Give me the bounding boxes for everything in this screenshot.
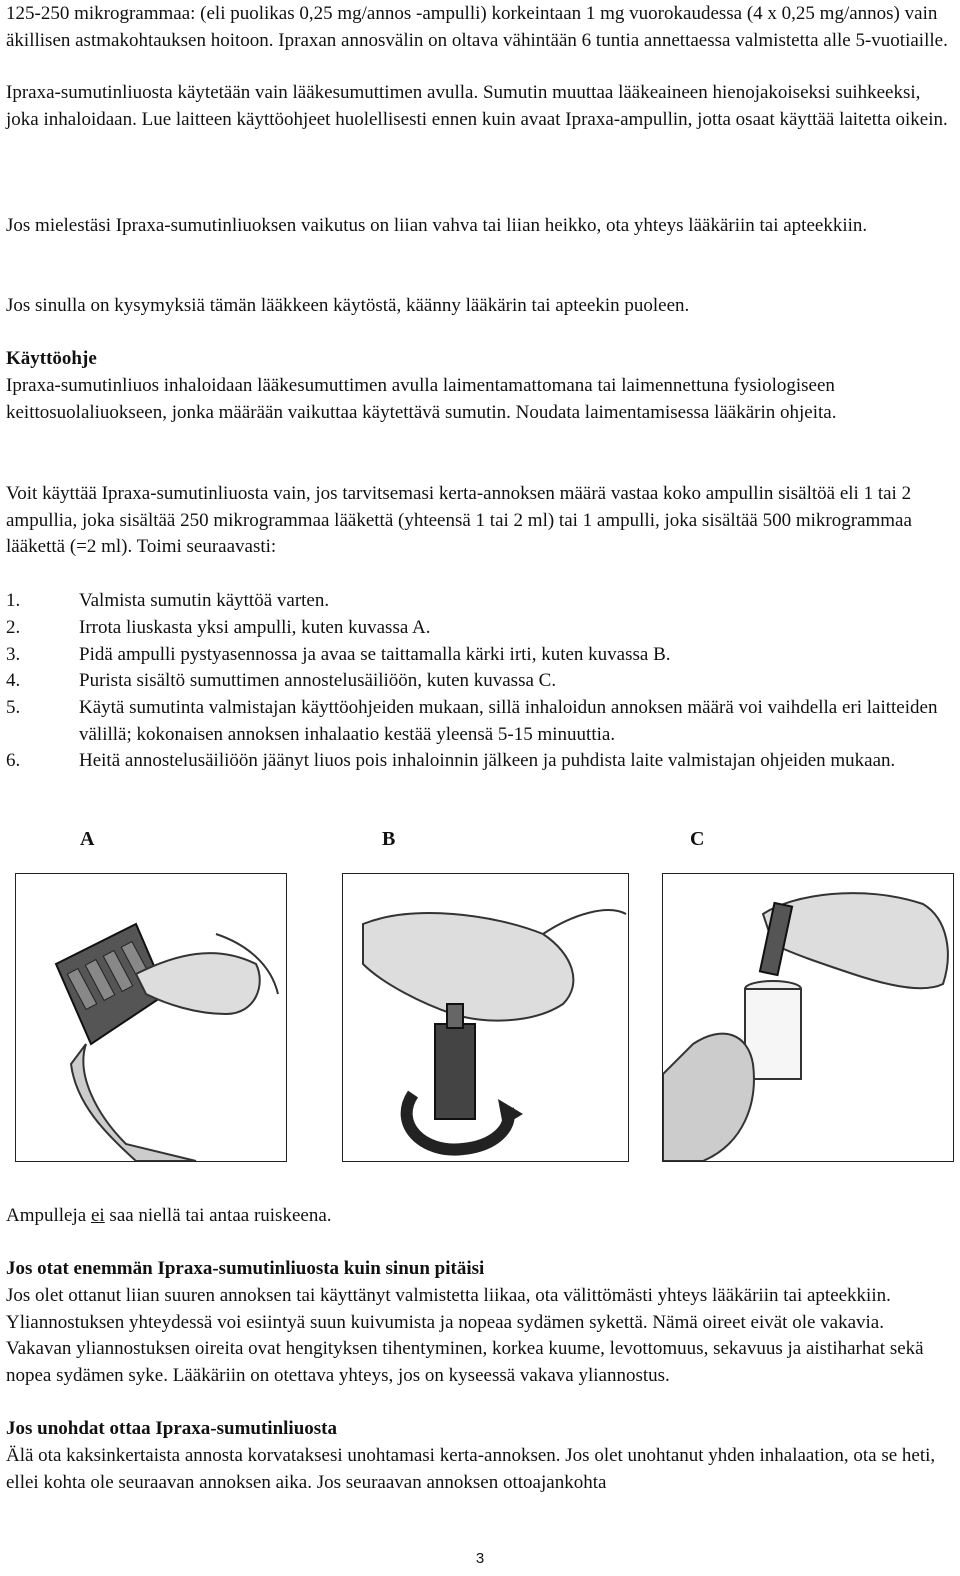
step-number: 6. <box>6 750 21 771</box>
questions-paragraph: Jos sinulla on kysymyksiä tämän lääkkeen käytöstä, käänny lääkärin tai apteekin puoleen. <box>6 295 690 316</box>
step-text: Irrota liuskasta yksi ampulli, kuten kuvassa A. <box>79 617 431 638</box>
ampoule-paragraph: Voit käyttää Ipraxa-sumutinliuosta vain, jos tarvitsemasi kerta-annoksen määrä vastaa koko ampullin sisältöä eli 1 tai 2 ampullia, joka sisältää 250 mikrogrammaa lääkettä (yhteensä 1 tai 2 ml) tai 1 ampulli, joka sisältää 500 mikrogrammaa lääkettä (=2 ml). Toimi seuraavasti: <box>6 483 912 557</box>
step-number: 3. <box>6 644 21 665</box>
figure-label-b: B <box>382 828 396 850</box>
illustration-nebulizer-fill <box>663 874 953 1161</box>
warning-underlined-word: ei <box>90 1205 105 1226</box>
overdose-paragraph: Jos olet ottanut liian suuren annoksen tai käyttänyt valmistetta liikaa, ota välittömästi yhteys lääkäriin tai apteekkiin. Yliannostuksen yhteydessä voi esiintyä suun kuivumista ja nopeaa sydämen sykettä. Nämä oireet eivät ole vakavia. Vakavan yliannostuksen oireita ovat hengityksen tihentyminen, korkea kuume, levottomuus, sekavuus ja aistiharhat sekä nopea sydämen syke. Lääkäriin on otettava yhteys, jos on kyseessä vakava yliannostus. <box>6 1285 924 1386</box>
figure-label-a: A <box>80 828 95 850</box>
figure-c-squeeze-into-nebulizer <box>662 873 954 1162</box>
page-number: 3 <box>475 1550 485 1567</box>
step-number: 1. <box>6 590 21 611</box>
effect-paragraph: Jos mielestäsi Ipraxa-sumutinliuoksen vaikutus on liian vahva tai liian heikko, ota yhteys lääkäriin tai apteekkiin. <box>6 215 868 236</box>
dosage-paragraph: 125-250 mikrogrammaa: (eli puolikas 0,25 mg/annos -ampulli) korkeintaan 1 mg vuorokaudessa (4 x 0,25 mg/annos) vain äkillisen astmakohtauksen hoitoon. Ipraxan annosvälin on oltava vähintään 6 tuntia annettaessa valmistetta alle 5-vuotiaille. <box>6 3 948 51</box>
step-text: Pidä ampulli pystyasennossa ja avaa se taittamalla kärki irti, kuten kuvassa B. <box>79 644 671 665</box>
step-text: Purista sisältö sumuttimen annostelusäiliöön, kuten kuvassa C. <box>79 670 557 691</box>
warning-text-start: Ampulleja <box>6 1205 91 1226</box>
nebulizer-paragraph: Ipraxa-sumutinliuosta käytetään vain lääkesumuttimen avulla. Sumutin muuttaa lääkeaineen hienojakoiseksi suihkeeksi, joka inhaloidaan. Lue laitteen käyttöohjeet huolellisesti ennen kuin avaat Ipraxa-ampullin, jotta osaat käyttää laitetta oikein. <box>6 82 948 130</box>
forgot-heading: Jos unohdat ottaa Ipraxa-sumutinliuosta <box>6 1418 337 1439</box>
step-text: Käytä sumutinta valmistajan käyttöohjeiden mukaan, sillä inhaloidun annoksen määrä voi vaihdella eri laitteiden välillä; kokonaisen annoksen inhalaatio kestää yleensä 5-15 minuuttia. <box>79 697 938 745</box>
usage-paragraph: Ipraxa-sumutinliuos inhaloidaan lääkesumuttimen avulla laimentamattomana tai laimennettuna fysiologiseen keittosuolaliuokseen, jonka määrään vaikuttaa käytettävä sumutin. Noudata laimentamisessa lääkärin ohjeita. <box>6 375 837 423</box>
illustration-ampoule-twist <box>343 874 628 1161</box>
figure-label-c: C <box>690 828 705 850</box>
warning-text-end: saa niellä tai antaa ruiskeena. <box>104 1205 332 1226</box>
step-number: 2. <box>6 617 21 638</box>
figure-a-tear-off-ampoule <box>15 873 287 1162</box>
illustration-hand-ampoule-strip <box>16 874 286 1161</box>
step-text: Heitä annostelusäiliöön jäänyt liuos pois inhaloinnin jälkeen ja puhdista laite valmistajan ohjeiden mukaan. <box>79 750 896 771</box>
step-text: Valmista sumutin käyttöä varten. <box>79 590 330 611</box>
forgot-paragraph: Älä ota kaksinkertaista annosta korvataksesi unohtamasi kerta-annoksen. Jos olet unohtanut yhden inhalaation, ota se heti, ellei kohta ole seuraavan annoksen aika. Jos seuraavan annoksen ottoajankohta <box>6 1445 936 1493</box>
overdose-heading: Jos otat enemmän Ipraxa-sumutinliuosta kuin sinun pitäisi <box>6 1258 485 1279</box>
ampoule-warning <box>6 1203 950 1230</box>
usage-heading: Käyttöohje <box>6 348 97 369</box>
step-number: 4. <box>6 670 21 691</box>
step-number: 5. <box>6 697 21 718</box>
figure-b-snap-open-ampoule <box>342 873 629 1162</box>
